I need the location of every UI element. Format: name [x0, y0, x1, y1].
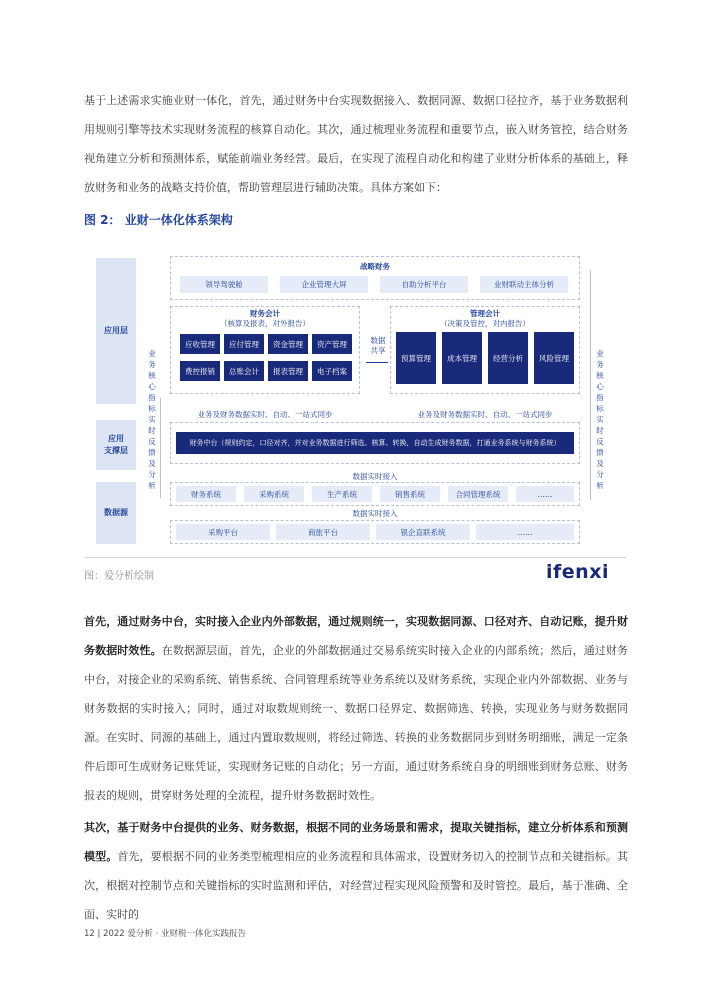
data-share-arrow	[366, 362, 388, 363]
side-label-support: 应用 支撑层	[96, 420, 136, 470]
system-item: 采购系统	[244, 486, 304, 502]
external-item: ……	[476, 524, 574, 540]
ma-item: 预算管理	[396, 332, 436, 384]
ma-item: 风险管理	[534, 332, 574, 384]
ifenxi-logo: ifenxi	[546, 561, 609, 583]
data-access-label-2: 数据实时接入	[352, 509, 398, 518]
ma-item: 经营分析	[488, 332, 528, 384]
paragraph-body: 首先，要根据不同的业务类型梳理相应的业务流程和具体需求，设置财务切入的控制节点和关键指标。其次，根据对控制节点和关键指标的实时监测和评估，对经营过程实现风险预警和及时管控。最后，基于准确、全面、实时的	[84, 850, 628, 921]
side-label-application: 应用层	[96, 258, 136, 404]
figure-caption: 图：爱分析绘制	[84, 571, 154, 582]
architecture-diagram	[84, 246, 626, 552]
fa-item: 资产管理	[312, 334, 352, 354]
system-item: 合同管理系统	[448, 486, 508, 502]
external-item: 商旅平台	[276, 524, 370, 540]
sync-label-left: 业务及财务数据实时、自动、一站式同步	[197, 410, 333, 419]
fa-item: 资金管理	[268, 334, 308, 354]
right-feedback-text: 业务核心指标实时反馈及分析	[596, 349, 604, 490]
external-item: 银企直联系统	[376, 524, 470, 540]
fa-item: 电子档案	[312, 361, 352, 381]
data-share-label: 数据 共享	[370, 336, 386, 355]
page-footer: 12 | 2022 爱分析 · 业财税一体化实践报告	[84, 929, 247, 939]
left-feedback-text: 业务核心指标实时反馈及分析	[148, 349, 156, 490]
fa-item: 费控报销	[180, 361, 220, 381]
intro-paragraph	[84, 86, 628, 202]
strategy-item: 业财联动主体分析	[480, 276, 568, 293]
fa-item: 总账会计	[224, 361, 264, 381]
strategy-item: 领导驾驶舱	[180, 276, 268, 293]
fa-item: 应付管理	[224, 334, 264, 354]
strategy-finance-title: 战略财务	[360, 262, 390, 271]
finance-accounting-title: 财务会计	[250, 309, 280, 318]
sync-label-right: 业务及财务数据实时、自动、一站式同步	[417, 410, 553, 419]
paragraph-body: 在数据源层面，首先，企业的外部数据通过交易系统实时接入企业的内部系统；然后，通过财务中台，对接企业的采购系统、销售系统、合同管理系统等业务系统以及财务系统，实现企业内外部数据、业务与财务数据的实时接入；同时，通过对取数规则统一、数据口径界定、数据筛选、转换，实现业务与财务数据同源。在实时、同源的基础上，通过内置取数规则，将经过筛选、转换的业务数据同步到财务明细账，满足一定条件后即可生成财务记账凭证，实现财务记账的自动化；另一方面，通过财务系统自身的明细账到财务总账、财务报表的规则，贯穿财务处理的全流程，提升财务数据时效性。	[84, 644, 629, 802]
system-item: 销售系统	[380, 486, 440, 502]
finance-accounting-subtitle: （核算及报表，对外报告）	[220, 319, 310, 328]
figure-title: 图 2： 业财一体化体系架构	[84, 213, 233, 227]
data-access-label: 数据实时接入	[352, 472, 398, 481]
fa-item: 报表管理	[268, 361, 308, 381]
intro-text: 基于上述需求实施业财一体化，首先，通过财务中台实现数据接入、数据同源、数据口径拉齐，基于业务数据利用规则引擎等技术实现财务流程的核算自动化。其次，通过梳理业务流程和重要节点，嵌入财务管控，结合财务视角建立分析和预测体系，赋能前端业务经营。最后，在实现了流程自动化和构建了业财分析体系的基础上，释放财务和业务的战略支持价值，帮助管理层进行辅助决策。具体方案如下：	[84, 94, 628, 194]
finance-middle-platform: 财务中台（规则约定，口径对齐，并对业务数据进行筛选、核算、转换，自动生成财务数据，打通业务系统与财务系统）	[176, 432, 574, 454]
ma-item: 成本管理	[442, 332, 482, 384]
system-item: ……	[516, 486, 574, 502]
section-paragraph-first	[84, 607, 628, 810]
system-item: 财务系统	[176, 486, 236, 502]
fa-item: 应收管理	[180, 334, 220, 354]
strategy-item: 自助分析平台	[380, 276, 468, 293]
paragraph-lead: 其次，基于财务中台提供的业务、财务数据，根据不同的业务场景和需求，提取关键指标，建立分析体系和预测模型。	[84, 821, 628, 863]
system-item: 生产系统	[312, 486, 372, 502]
caption-divider	[84, 557, 626, 558]
external-item: 采购平台	[176, 524, 270, 540]
right-feedback-line	[590, 270, 591, 500]
strategy-item: 企业管理大屏	[280, 276, 368, 293]
left-feedback-line	[160, 398, 161, 498]
paragraph-lead: 首先，通过财务中台，实时接入企业内外部数据，通过规则统一，实现数据同源、口径对齐、自动记账，提升财务数据时效性。	[84, 615, 628, 657]
side-label-datasource: 数据源	[96, 482, 136, 544]
section-paragraph-second	[84, 813, 628, 929]
management-accounting-title: 管理会计	[470, 309, 500, 318]
management-accounting-subtitle: （决策及管控，对内报告）	[440, 319, 530, 328]
